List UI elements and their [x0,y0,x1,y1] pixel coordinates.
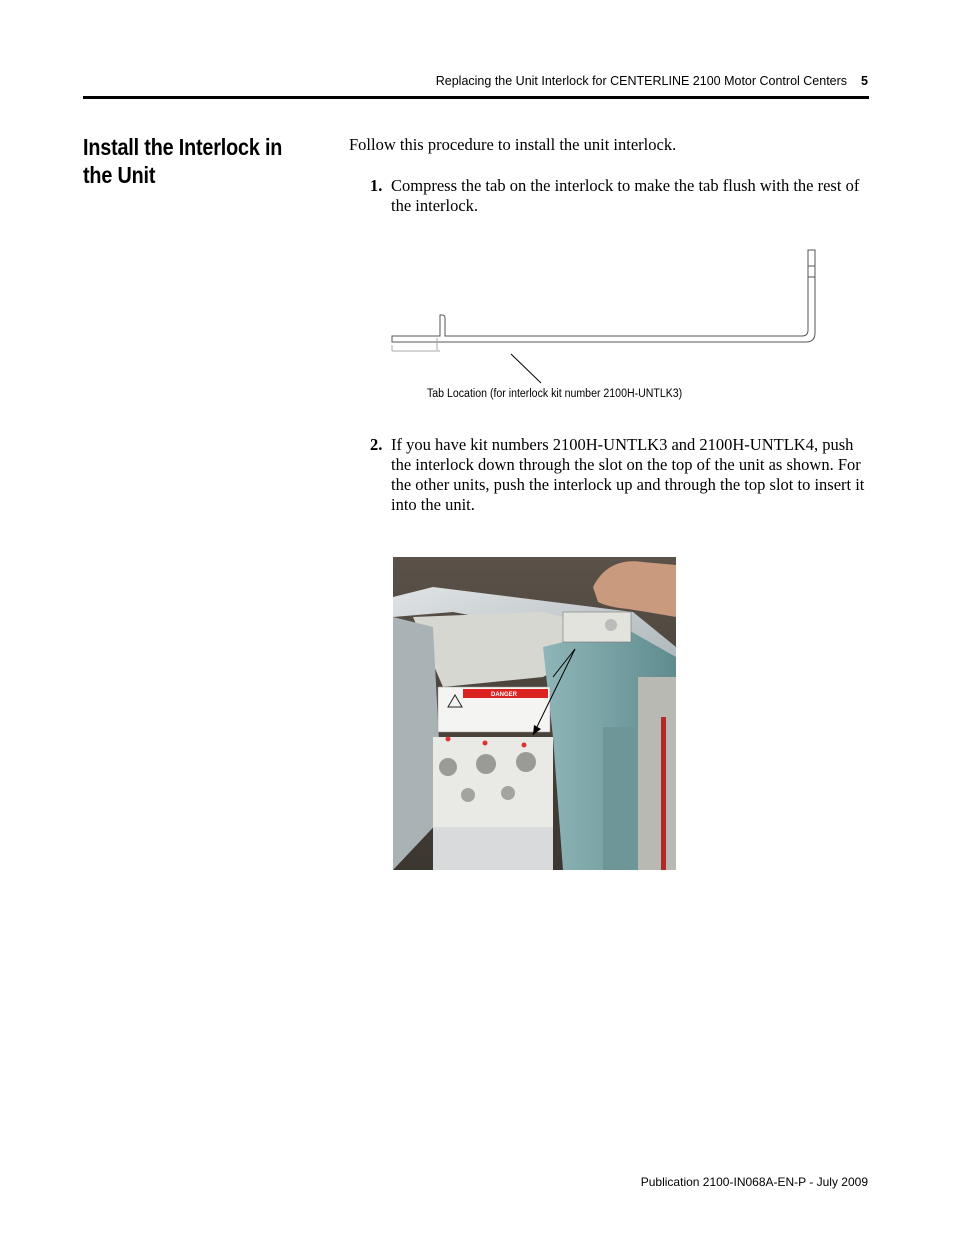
step-number: 1. [370,176,383,195]
danger-label-text: DANGER [491,692,518,698]
section-title: Install the Interlock in the Unit [83,134,283,188]
step-number: 2. [370,435,383,454]
publication-footer: Publication 2100-IN068A-EN-P - July 2009 [640,1175,868,1189]
intro-paragraph: Follow this procedure to install the unit interlock. [349,135,677,154]
running-header [436,74,868,88]
step-text: Compress the tab on the interlock to make the tab flush with the rest of the interlock. [391,176,860,215]
installation-photo [393,557,676,870]
page-number: 5 [861,74,868,88]
figure-caption: Tab Location (for interlock kit number 2100H-UNTLK3) [427,388,683,400]
interlock-diagram [388,244,828,384]
step-text: If you have kit numbers 2100H-UNTLK3 and 2100H-UNTLK4, push the interlock down through the slot on the top of the unit as shown. For the other units, push the interlock up and through the top slot to insert it into the unit. [391,435,865,514]
header-rule [83,96,869,99]
photo-illustration [393,557,676,870]
running-title: Replacing the Unit Interlock for CENTERLINE 2100 Motor Control Centers [435,74,848,88]
